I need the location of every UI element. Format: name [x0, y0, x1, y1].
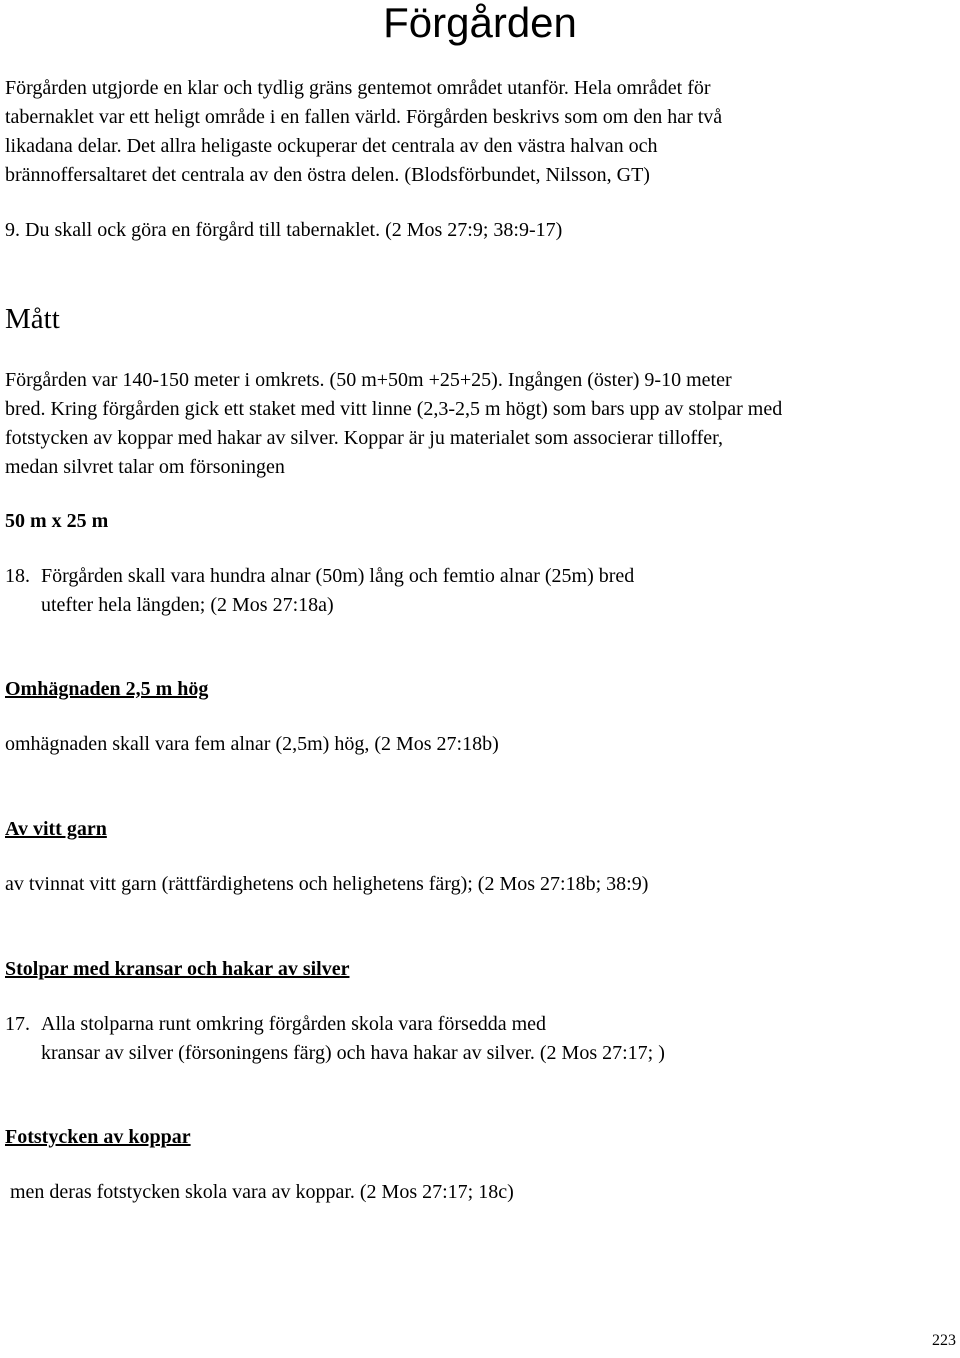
- white-yarn-heading: Av vitt garn: [5, 818, 107, 840]
- matt-heading: Mått: [5, 303, 60, 335]
- intro-paragraph: [5, 74, 957, 190]
- verse-text: kransar av silver (försoningens färg) och hava hakar av silver. (2 Mos 27:17; ): [41, 1042, 665, 1064]
- dimensions-heading: 50 m x 25 m: [5, 510, 109, 532]
- intro-line: likadana delar. Det allra heligaste ockuperar det centrala av den västra halvan och: [5, 135, 658, 157]
- fence-height-text: omhägnaden skall vara fem alnar (2,5m) hög, (2 Mos 27:18b): [5, 733, 499, 755]
- matt-line: fotstycken av koppar med hakar av silver. Koppar är ju materialet som associerar tilloffer,: [5, 427, 724, 449]
- verse-18: [5, 562, 957, 620]
- verse-number: 18.: [5, 565, 30, 587]
- fence-height-heading: Omhägnaden 2,5 m hög: [5, 678, 209, 700]
- intro-line: Förgården utgjorde en klar och tydlig gräns gentemot området utanför. Hela området för: [5, 77, 711, 99]
- verse-9: 9. Du skall ock göra en förgård till tabernaklet. (2 Mos 27:9; 38:9-17): [5, 219, 563, 241]
- posts-heading: Stolpar med kransar och hakar av silver: [5, 958, 350, 980]
- matt-line: Förgården var 140-150 meter i omkrets. (50 m+50m +25+25). Ingången (öster) 9-10 meter: [5, 369, 732, 391]
- white-yarn-text: av tvinnat vitt garn (rättfärdighetens och helighetens färg); (2 Mos 27:18b; 38:9): [5, 873, 649, 895]
- intro-line: tabernaklet var ett heligt område i en fallen värld. Förgården beskrivs som om den har två: [5, 106, 723, 128]
- verse-text: utefter hela längden; (2 Mos 27:18a): [41, 594, 334, 616]
- page-number: 223: [932, 1332, 956, 1349]
- matt-line: medan silvret talar om försoningen: [5, 456, 285, 478]
- matt-paragraph: [5, 366, 957, 482]
- verse-text: Alla stolparna runt omkring förgården skola vara försedda med: [41, 1013, 547, 1035]
- intro-line: brännoffersaltaret det centrala av den östra delen. (Blodsförbundet, Nilsson, GT): [5, 164, 650, 186]
- verse-text: Förgården skall vara hundra alnar (50m) lång och femtio alnar (25m) bred: [41, 565, 635, 587]
- verse-number: 17.: [5, 1013, 30, 1035]
- bronze-bases-text: men deras fotstycken skola vara av koppar. (2 Mos 27:17; 18c): [10, 1181, 514, 1203]
- matt-line: bred. Kring förgården gick ett staket med vitt linne (2,3-2,5 m högt) som bars upp av stolpar med: [5, 398, 783, 420]
- page-title: Förgården: [383, 0, 577, 46]
- bronze-bases-heading: Fotstycken av koppar: [5, 1126, 191, 1148]
- verse-17: [5, 1010, 957, 1068]
